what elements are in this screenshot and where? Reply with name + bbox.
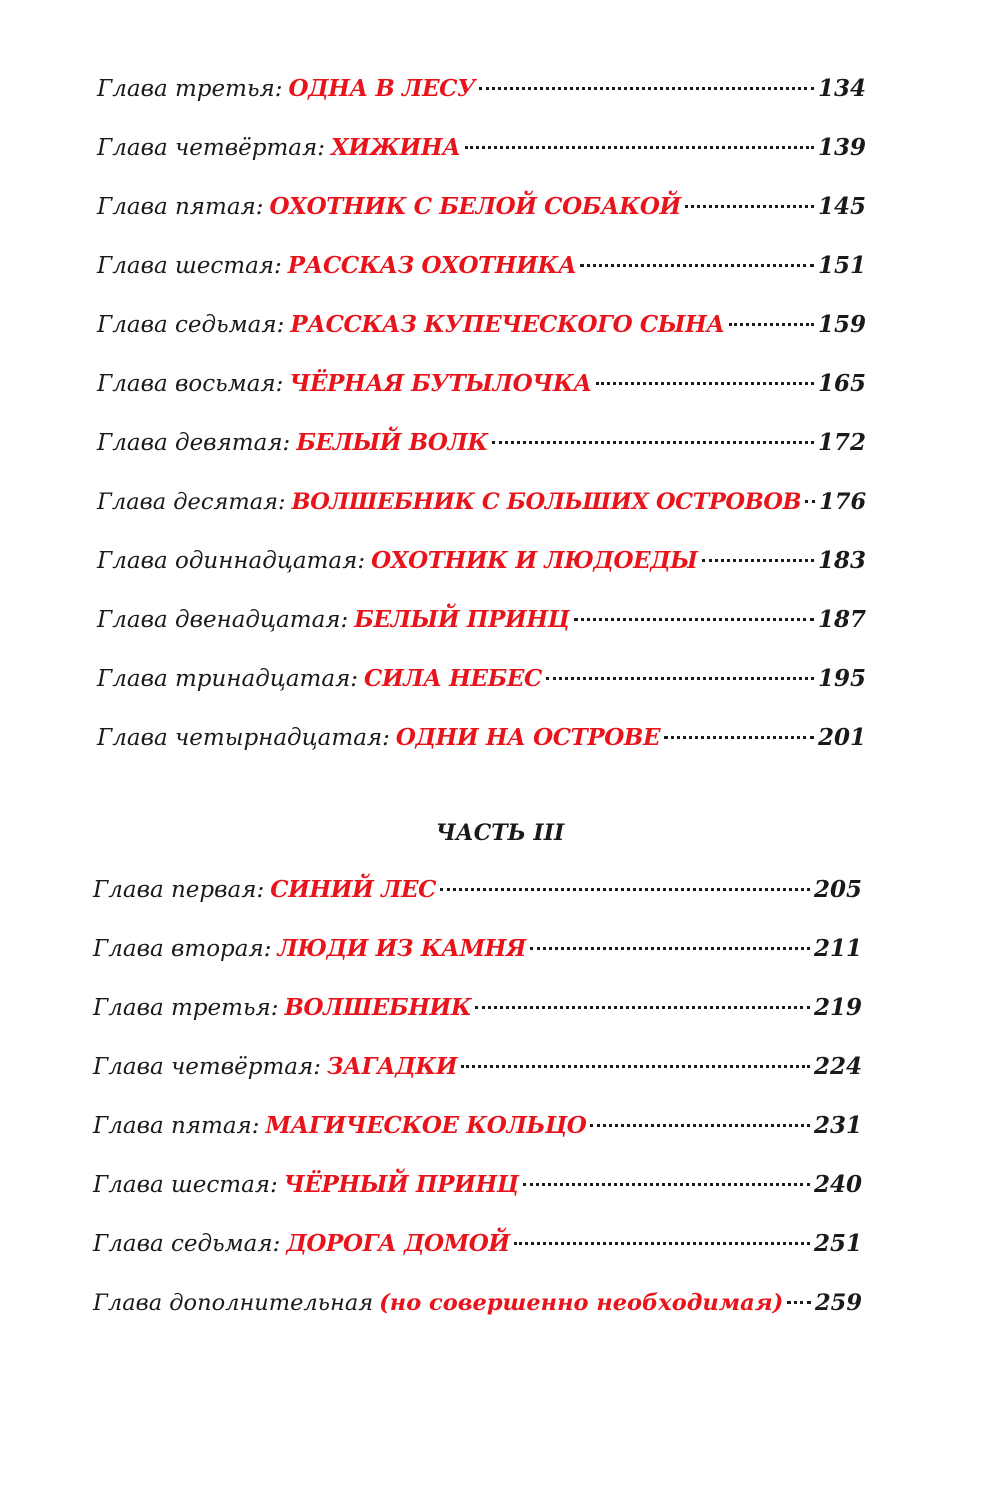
chapter-title: ОДНИ НА ОСТРОВЕ (395, 724, 661, 751)
dot-leader (546, 677, 814, 680)
chapter-label: Глава седьмая: (93, 1231, 281, 1257)
dot-leader (492, 441, 814, 444)
dot-leader (685, 205, 814, 208)
dot-leader (590, 1124, 810, 1127)
chapter-label: Глава седьмая: (97, 312, 285, 338)
chapter-title: ВОЛШЕБНИК (284, 994, 472, 1021)
toc-entry[interactable] (97, 69, 866, 109)
dot-leader (729, 323, 814, 326)
dot-leader (514, 1242, 810, 1245)
toc-entry[interactable] (97, 187, 866, 227)
chapter-label: Глава шестая: (93, 1172, 278, 1198)
dot-leader (787, 1301, 811, 1304)
chapter-label: Глава двенадцатая: (97, 607, 349, 633)
chapter-label: Глава пятая: (93, 1113, 260, 1139)
toc-entry[interactable] (97, 718, 866, 758)
chapter-title: ЛЮДИ ИЗ КАМНЯ (277, 935, 526, 962)
toc-entry[interactable] (93, 929, 862, 969)
toc-entry[interactable] (93, 1165, 862, 1205)
chapter-label: Глава первая: (93, 877, 265, 903)
page-number: 151 (817, 252, 866, 279)
chapter-title: ДОРОГА ДОМОЙ (286, 1230, 510, 1257)
page-number: 183 (817, 547, 866, 574)
page-number: 231 (813, 1112, 862, 1139)
toc-entry[interactable] (93, 1106, 862, 1146)
chapter-title: ЧЁРНАЯ БУТЫЛОЧКА (289, 370, 592, 397)
chapter-title: РАССКАЗ ОХОТНИКА (287, 252, 577, 279)
toc-entry[interactable] (93, 988, 862, 1028)
dot-leader (475, 1006, 810, 1009)
toc-entry[interactable] (93, 1224, 862, 1264)
page-number: 139 (817, 134, 866, 161)
page-number: 195 (817, 665, 866, 692)
chapter-label: Глава четырнадцатая: (97, 725, 390, 751)
chapter-label: Глава пятая: (97, 194, 264, 220)
page-number: 145 (817, 193, 866, 220)
toc-entry[interactable] (97, 482, 866, 522)
chapter-title: СИНИЙ ЛЕС (270, 876, 437, 903)
page-number: 205 (813, 876, 862, 903)
page-number: 251 (813, 1230, 862, 1257)
chapter-title: ЧЁРНЫЙ ПРИНЦ (283, 1171, 519, 1198)
chapter-title: ВОЛШЕБНИК С БОЛЬШИХ ОСТРОВОВ (291, 489, 802, 515)
dot-leader (523, 1183, 810, 1186)
toc-entry[interactable] (97, 364, 866, 404)
chapter-label: Глава шестая: (97, 253, 282, 279)
dot-leader (596, 382, 814, 385)
chapter-label: Глава третья: (97, 76, 283, 102)
page-number: 176 (819, 489, 867, 515)
chapter-label: Глава дополнительная (93, 1290, 374, 1316)
toc-entry[interactable] (93, 870, 862, 910)
dot-leader (702, 559, 814, 562)
dot-leader (440, 888, 810, 891)
toc-entry[interactable] (97, 128, 866, 168)
chapter-title: БЕЛЫЙ ВОЛК (296, 429, 488, 456)
dot-leader (805, 500, 815, 503)
chapter-label: Глава восьмая: (97, 371, 284, 397)
dot-leader (530, 947, 810, 950)
dot-leader (479, 87, 814, 90)
page-number: 159 (817, 311, 866, 338)
toc-entry[interactable] (97, 600, 866, 640)
dot-leader (664, 736, 814, 739)
chapter-title: СИЛА НЕБЕС (364, 665, 542, 692)
toc-entry[interactable] (93, 1047, 862, 1087)
page-number: 187 (817, 606, 866, 633)
dot-leader (580, 264, 814, 267)
page-number: 219 (813, 994, 862, 1021)
page-number: 201 (817, 724, 866, 751)
chapter-title: БЕЛЫЙ ПРИНЦ (354, 606, 570, 633)
chapter-title: ОХОТНИК С БЕЛОЙ СОБАКОЙ (269, 193, 681, 220)
page-number: 172 (817, 429, 866, 456)
chapter-label: Глава десятая: (97, 489, 286, 515)
chapter-label: Глава третья: (93, 995, 279, 1021)
chapter-label: Глава тринадцатая: (97, 666, 359, 692)
dot-leader (465, 146, 814, 149)
toc-entry[interactable] (93, 1283, 862, 1323)
chapter-title: ОХОТНИК И ЛЮДОЕДЫ (371, 547, 698, 574)
dot-leader (574, 618, 814, 621)
chapter-title: ХИЖИНА (330, 134, 461, 161)
page-number: 211 (813, 935, 862, 962)
toc-entry[interactable] (97, 541, 866, 581)
chapter-title: (но совершенно необходимая) (379, 1290, 784, 1316)
page-number: 224 (813, 1053, 862, 1080)
chapter-label: Глава четвёртая: (93, 1054, 321, 1080)
toc-entry[interactable] (97, 246, 866, 286)
toc-entry[interactable] (97, 659, 866, 699)
page-number: 240 (813, 1171, 862, 1198)
toc-entry[interactable] (97, 305, 866, 345)
chapter-title: МАГИЧЕСКОЕ КОЛЬЦО (265, 1112, 587, 1139)
toc-entry[interactable] (97, 423, 866, 463)
chapter-label: Глава четвёртая: (97, 135, 325, 161)
part-3-heading: ЧАСТЬ III (435, 820, 565, 846)
dot-leader (461, 1065, 810, 1068)
chapter-label: Глава одиннадцатая: (97, 548, 366, 574)
page-number: 134 (817, 75, 866, 102)
chapter-title: РАССКАЗ КУПЕЧЕСКОГО СЫНА (290, 311, 725, 338)
page-number: 259 (815, 1290, 862, 1316)
chapter-title: ЗАГАДКИ (326, 1053, 458, 1080)
chapter-title: ОДНА В ЛЕСУ (288, 75, 476, 102)
chapter-label: Глава вторая: (93, 936, 272, 962)
page-number: 165 (817, 370, 866, 397)
chapter-label: Глава девятая: (97, 430, 291, 456)
